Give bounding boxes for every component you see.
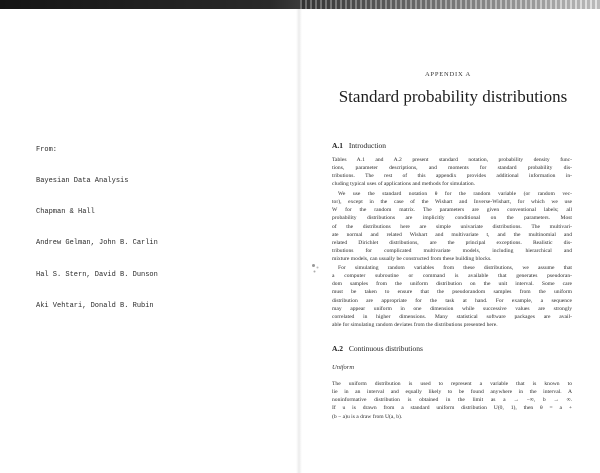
text-line: (b − a)u is a draw from U(a, b).: [332, 413, 403, 420]
scan-speck: [312, 264, 315, 267]
left-page: [0, 9, 296, 473]
text-line: must be taken to ensure that the pseudorandom samples from the uniform: [332, 289, 572, 296]
paragraph-intro-2: [332, 190, 572, 263]
text-line: able for simulating random deviates from the distributions presented here.: [332, 322, 498, 329]
text-line: mixture models, can usually be constructed from these building blocks.: [332, 256, 492, 263]
source-note: [36, 124, 158, 332]
text-line: Tables A.1 and A.2 present standard notation, probability density func-: [332, 157, 572, 163]
text-line: ate normal and related Wishart and multivariate t, and the multinomial and: [332, 231, 572, 238]
book-spine-gutter: [296, 9, 302, 473]
text-line: may appear uniform in one dimension while successive values are strongly: [332, 305, 572, 312]
text-line: tributions for complicated multivariate models, including hierarchical and: [332, 248, 572, 255]
text-line: dom samples from the uniform distribution on the unit interval. Some care: [332, 281, 572, 288]
section-heading-continuous: [332, 344, 423, 353]
text-line: cluding typical uses of applications and methods for simulation.: [332, 181, 476, 188]
text-line: distribution are appropriate for the task at hand. For example, a sequence: [332, 297, 572, 304]
appendix-label: APPENDIX A: [424, 71, 472, 78]
text-line: probability distributions are implicitly conditional on the parameters. Most: [332, 215, 572, 222]
text-line: tor), except in the case of the Wishart and Inverse-Wishart, for which we use: [332, 199, 572, 206]
chapter-title: Standard probability distributions: [338, 87, 568, 106]
paragraph-intro-1: [332, 156, 572, 189]
source-note-line: Hal S. Stern, David B. Dunson: [36, 270, 158, 279]
text-line: W for the random matrix. The parameters are given conventional labels; all: [332, 207, 572, 214]
subsection-heading-uniform: Uniform: [332, 364, 355, 371]
text-line: related Dirichlet distributions, are the principal exceptions. Realistic dis-: [332, 239, 572, 246]
text-line: a computer subroutine or command is available that generates pseudoran-: [332, 273, 572, 280]
text-line: noninformative distribution is obtained in the limit as a → −∞, b → ∞.: [332, 397, 572, 404]
source-note-line: Bayesian Data Analysis: [36, 177, 129, 186]
text-line: For simulating random variables from these distributions, we assume that: [338, 265, 572, 271]
text-line: We use the standard notation θ for the random variable (or random vec-: [338, 191, 572, 197]
section-number: A.1: [332, 141, 344, 150]
scan-header-noise: [300, 0, 600, 9]
section-title: Introduction: [348, 141, 386, 150]
text-line: The uniform distribution is used to represent a variable that is known to: [332, 381, 572, 387]
text-line: tributions. The rest of this appendix provides additional information in-: [332, 173, 572, 180]
right-page: [306, 9, 594, 473]
text-line: lie in an interval and equally likely to be found anywhere in the interval. A: [332, 389, 572, 396]
source-note-line: Andrew Gelman, John B. Carlin: [36, 239, 158, 248]
paragraph-intro-3: [332, 264, 572, 329]
text-line: correlated in higher dimensions. Many statistical software packages are avail-: [332, 313, 572, 320]
section-title: Continuous distributions: [348, 344, 423, 353]
source-note-line: From:: [36, 145, 58, 154]
section-number: A.2: [332, 344, 344, 353]
section-heading-introduction: [332, 141, 386, 150]
source-note-line: Aki Vehtari, Donald B. Rubin: [36, 301, 154, 310]
paragraph-uniform: [332, 380, 572, 421]
source-note-line: Chapman & Hall: [36, 208, 95, 217]
text-line: tions, parameter descriptions, and moments for standard probability dis-: [332, 165, 572, 172]
text-line: If u is drawn from a standard uniform distribution U(0, 1), then θ = a +: [332, 405, 572, 412]
text-line: of the distributions here are simple univariate distributions. The multivari-: [332, 223, 572, 230]
